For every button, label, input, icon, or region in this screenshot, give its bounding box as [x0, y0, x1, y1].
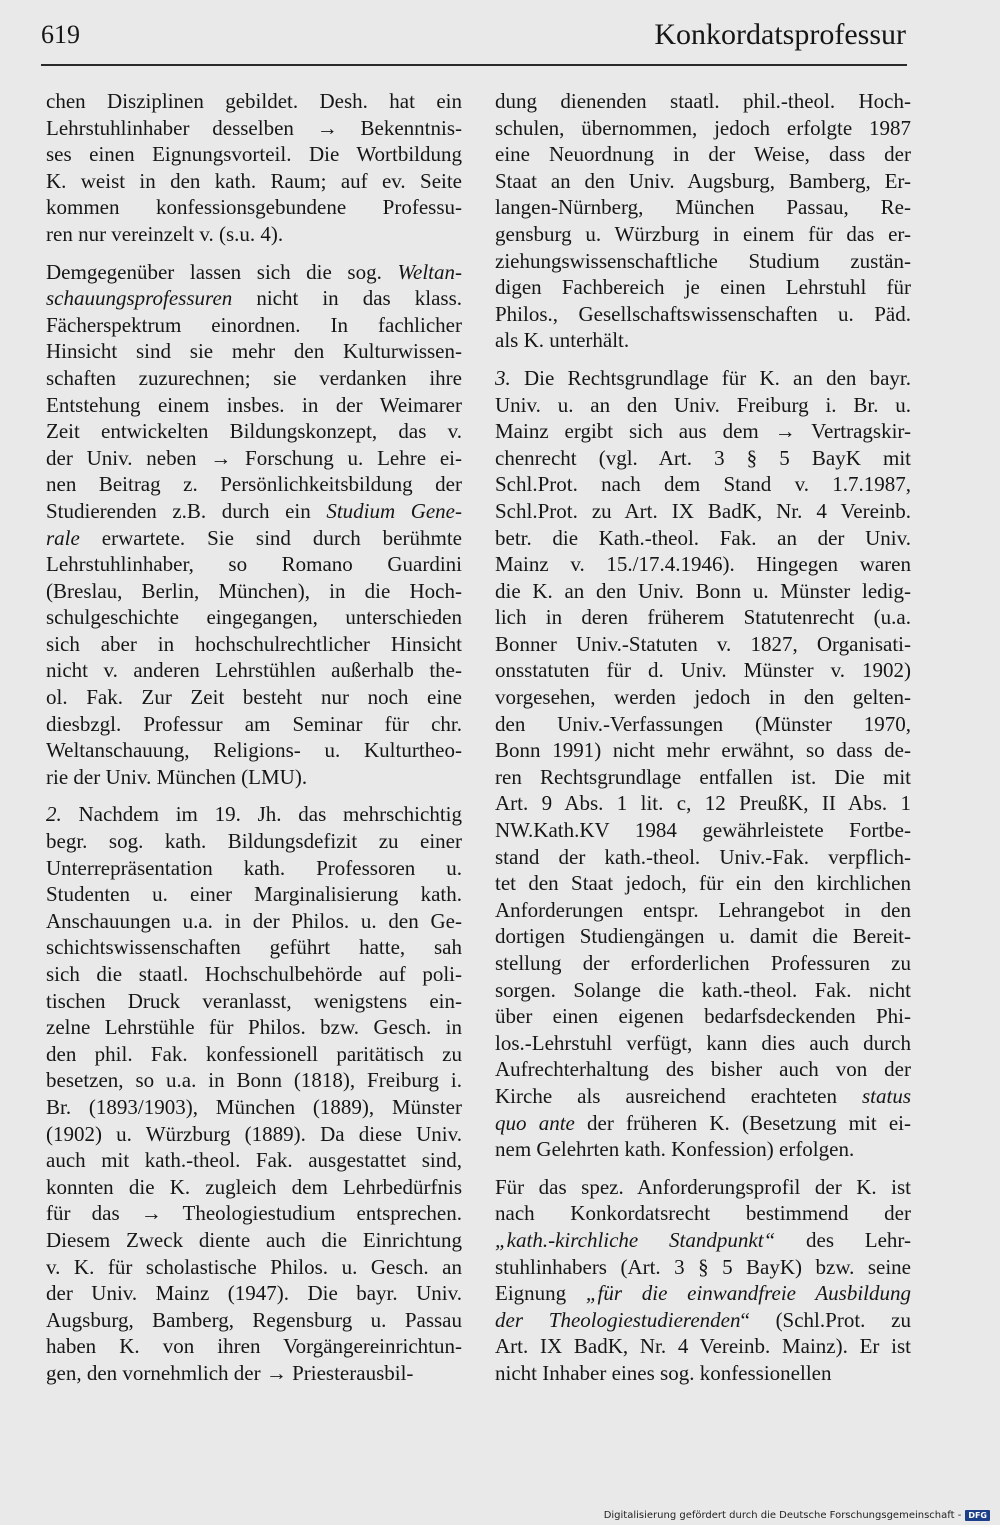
text-line: haben K. von ihren Vorgängereinrichtun-: [46, 1334, 462, 1359]
text-line: die K. an den Univ. Bonn u. Münster ledig-: [495, 578, 911, 603]
text-line: ren nur vereinzelt v. (s.u. 4).: [46, 221, 284, 246]
text-line: Schl.Prot. zu Art. IX BadK, Nr. 4 Vereinb.: [495, 498, 911, 523]
text-line: Bonn 1991) nicht mehr erwähnt, so dass de-: [495, 738, 911, 763]
text-line: konnten die K. zugleich dem Lehrbedürfnis: [46, 1174, 462, 1199]
text-line: (Breslau, Berlin, München), in die Hoch-: [46, 578, 462, 603]
text-line: nicht Inhaber eines sog. konfessionellen: [495, 1360, 832, 1385]
text-line: Diesem Zweck diente auch die Einrichtung: [46, 1227, 462, 1252]
text-line: Augsburg, Bamberg, Regensburg u. Passau: [46, 1307, 462, 1332]
text-line: onsstatuten für d. Univ. Münster v. 1902): [495, 658, 911, 683]
paragraph: [46, 801, 462, 1386]
header-rule: [41, 64, 907, 66]
text-line: nem Gelehrten kath. Konfession) erfolgen.: [495, 1137, 855, 1162]
text-line: Zeit entwickelten Bildungskonzept, das v.: [46, 419, 462, 444]
text-line: langen-Nürnberg, München Passau, Re-: [495, 195, 911, 220]
text-line: Schl.Prot. nach dem Stand v. 1.7.1987,: [495, 472, 911, 497]
text-line: nen Beitrag z. Persönlichkeitsbildung der: [46, 472, 462, 497]
text-line: schulgeschichte eingegangen, unterschieden: [46, 605, 462, 630]
text-line: Univ. u. an den Univ. Freiburg i. Br. u.: [495, 392, 911, 417]
text-line: 2. Nachdem im 19. Jh. das mehrschichtig: [46, 802, 462, 827]
text-line: Staat an den Univ. Augsburg, Bamberg, Er-: [495, 168, 911, 193]
text-line: über einen eigenen bedarfsdeckenden Phi-: [495, 1004, 911, 1029]
page-number: 619: [41, 20, 80, 49]
text-line: Weltanschauung, Religions- u. Kulturtheo-: [46, 738, 462, 763]
footer: [604, 1510, 990, 1521]
text-line: Demgegenüber lassen sich die sog. Weltan-: [46, 259, 462, 284]
text-line: Philos., Gesellschaftswissenschaften u. Päd.: [495, 301, 911, 326]
paragraph: [46, 259, 462, 791]
right-column: [495, 88, 911, 1398]
text-line: dortigen Studiengängen u. damit die Bereit-: [495, 924, 911, 949]
text-line: Studierenden z.B. durch ein Studium Gene-: [46, 498, 462, 523]
text-line: 3. Die Rechtsgrundlage für K. an den bayr.: [495, 365, 911, 390]
text-line: zelne Lehrstühle für Philos. bzw. Gesch. in: [46, 1015, 462, 1040]
text-line: besetzen, so u.a. in Bonn (1818), Freiburg i.: [46, 1068, 462, 1093]
text-line: Fächerspektrum einordnen. In fachlicher: [46, 312, 462, 337]
text-line: Eignung „für die einwandfreie Ausbildung: [495, 1281, 911, 1306]
left-column: [46, 88, 462, 1398]
text-line: Für das spez. Anforderungsprofil der K. ist: [495, 1174, 911, 1199]
text-line: Lehrstuhlinhaber desselben → Bekenntnis-: [46, 115, 462, 140]
text-line: Mainz v. 15./17.4.1946). Hingegen waren: [495, 552, 911, 577]
text-line: der Univ. Mainz (1947). Die bayr. Univ.: [46, 1281, 462, 1306]
text-line: Br. (1893/1903), München (1889), Münster: [46, 1094, 462, 1119]
text-line: stand der kath.-theol. Univ.-Fak. verpflich-: [495, 844, 911, 869]
running-head: Konkordatsprofessur: [654, 18, 906, 51]
text-line: Anschauungen u.a. in der Philos. u. den Ge-: [46, 908, 462, 933]
text-line: K. weist in den kath. Raum; auf ev. Seite: [46, 168, 462, 193]
text-line: chenrecht (vgl. Art. 3 § 5 BayK mit: [495, 445, 911, 470]
paragraph: [495, 365, 911, 1163]
text-line: als K. unterhält.: [495, 328, 630, 353]
text-line: rie der Univ. München (LMU).: [46, 764, 308, 789]
text-line: los.-Lehrstuhl verfügt, kann dies auch durch: [495, 1030, 911, 1055]
text-line: stuhlinhabers (Art. 3 § 5 BayK) bzw. seine: [495, 1254, 911, 1279]
text-line: den phil. Fak. konfessionell paritätisch zu: [46, 1041, 462, 1066]
text-line: Art. IX BadK, Nr. 4 Vereinb. Mainz). Er ist: [495, 1334, 911, 1359]
text-line: schulen, übernommen, jedoch erfolgte 1987: [495, 115, 911, 140]
text-line: gen, den vornehmlich der → Priesterausbil-: [46, 1360, 414, 1385]
text-line: NW.Kath.KV 1984 gewährleistete Fortbe-: [495, 818, 911, 843]
text-line: ses einen Eignungsvorteil. Die Wortbildung: [46, 142, 462, 167]
text-line: betr. die Kath.-theol. Fak. an der Univ.: [495, 525, 911, 550]
text-line: vorgesehen, werden jedoch in den gelten-: [495, 685, 911, 710]
text-line: den Univ.-Verfassungen (Münster 1970,: [495, 711, 911, 736]
text-line: auch mit kath.-theol. Fak. ausgestattet sind,: [46, 1148, 462, 1173]
text-line: tischen Druck veranlasst, wenigstens ein-: [46, 988, 462, 1013]
text-line: ren Rechtsgrundlage entfallen ist. Die mit: [495, 764, 911, 789]
text-line: lich in deren früherem Statutenrecht (u.a.: [495, 605, 911, 630]
text-line: Hinsicht sind sie mehr den Kulturwissen-: [46, 339, 462, 364]
text-line: schichtswissenschaften geführt hatte, sah: [46, 935, 462, 960]
text-line: der Theologiestudierenden“ (Schl.Prot. zu: [495, 1307, 911, 1332]
text-line: Bonner Univ.-Statuten v. 1827, Organisati-: [495, 631, 911, 656]
text-line: für das → Theologiestudium entsprechen.: [46, 1201, 462, 1226]
text-line: diesbzgl. Professur am Seminar für chr.: [46, 711, 462, 736]
text-line: chen Disziplinen gebildet. Desh. hat ein: [46, 89, 462, 113]
paragraph: [495, 1174, 911, 1387]
text-line: Kirche als ausreichend erachteten status: [495, 1083, 911, 1108]
footer-text: Digitalisierung gefördert durch die Deutsche Forschungsgemeinschaft -: [603, 1510, 962, 1521]
text-line: Aufrechterhaltung des bisher auch von der: [495, 1057, 911, 1082]
text-line: quo ante der früheren K. (Besetzung mit ei-: [495, 1110, 911, 1135]
text-line: v. K. für scholastische Philos. u. Gesch. an: [46, 1254, 462, 1279]
text-line: Lehrstuhlinhaber, so Romano Guardini: [46, 552, 462, 577]
text-line: schaften zuzurechnen; sie verdanken ihre: [46, 365, 462, 390]
paragraph: [495, 88, 911, 354]
text-line: gensburg u. Würzburg in einem für das er-: [495, 221, 911, 246]
text-line: dung dienenden staatl. phil.-theol. Hoch-: [495, 89, 911, 113]
text-line: eine Neuordnung in der Weise, dass der: [495, 142, 911, 167]
text-line: kommen konfessionsgebundene Professu-: [46, 195, 462, 220]
dfg-logo-icon: DFG: [965, 1510, 990, 1521]
text-line: sich aber in hochschulrechtlicher Hinsicht: [46, 631, 462, 656]
text-line: „kath.-kirchliche Standpunkt“ des Lehr-: [495, 1227, 911, 1252]
text-line: ol. Fak. Zur Zeit besteht nur noch eine: [46, 685, 462, 710]
text-line: stellung der erforderlichen Professuren zu: [495, 951, 911, 975]
text-line: nicht v. anderen Lehrstühlen außerhalb the-: [46, 658, 462, 683]
text-line: rale erwartete. Sie sind durch berühmte: [46, 525, 462, 550]
paragraph: [46, 88, 462, 248]
text-line: tet den Staat jedoch, für ein den kirchlichen: [495, 871, 911, 896]
text-line: ziehungswissenschaftliche Studium zustän-: [495, 248, 911, 273]
text-line: nach Konkordatsrecht bestimmend der: [495, 1201, 911, 1226]
text-line: Anforderungen entspr. Lehrangebot in den: [495, 897, 911, 922]
text-line: schauungsprofessuren nicht in das klass.: [46, 286, 462, 311]
text-line: (1902) u. Würzburg (1889). Da diese Univ.: [46, 1121, 462, 1146]
text-line: digen Fachbereich je einen Lehrstuhl für: [495, 275, 911, 300]
text-line: Entstehung einem insbes. in der Weimarer: [46, 392, 462, 417]
text-line: begr. sog. kath. Bildungsdefizit zu einer: [46, 829, 462, 854]
text-line: sorgen. Solange die kath.-theol. Fak. nicht: [495, 977, 911, 1002]
text-line: Art. 9 Abs. 1 lit. c, 12 PreußK, II Abs. 1: [495, 791, 911, 816]
text-line: der Univ. neben → Forschung u. Lehre ei-: [46, 445, 462, 470]
text-line: sich die staatl. Hochschulbehörde auf poli-: [46, 962, 462, 986]
text-line: Unterrepräsentation kath. Professoren u.: [46, 855, 462, 880]
text-line: Mainz ergibt sich aus dem → Vertragskir-: [495, 419, 911, 444]
text-line: Studenten u. einer Marginalisierung kath.: [46, 882, 462, 907]
